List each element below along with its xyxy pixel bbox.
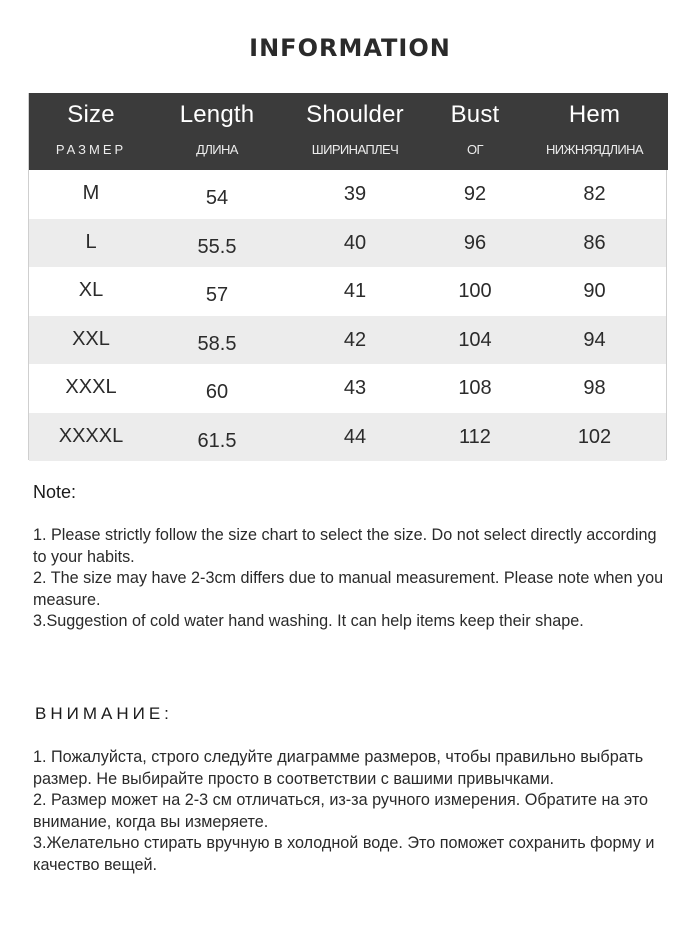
header-length-ru-label: ДЛИНА xyxy=(196,142,238,157)
cell-hem-value: 82 xyxy=(583,183,606,205)
header-shoulder-label: Shoulder xyxy=(306,101,404,128)
header-shoulder-ru-label: ШИРИНАПЛЕЧ xyxy=(311,142,399,157)
cell-length xyxy=(153,219,281,268)
cell-size xyxy=(29,219,153,268)
cell-length xyxy=(153,364,281,413)
cell-length-value: 60 xyxy=(205,381,229,403)
cell-size-value: XL xyxy=(78,279,104,301)
cell-bust-value: 104 xyxy=(458,328,492,351)
table-row xyxy=(29,170,666,219)
cell-shoulder xyxy=(281,170,429,219)
cell-size-value: M xyxy=(82,182,100,204)
cell-hem-value: 86 xyxy=(583,231,606,254)
header-size-ru-label: РАЗМЕР xyxy=(55,142,127,157)
cell-shoulder-value: 42 xyxy=(343,328,367,351)
cell-hem xyxy=(521,413,668,462)
cell-shoulder-value: 40 xyxy=(343,231,367,254)
table-row xyxy=(29,413,666,462)
cell-size-value: XXXXL xyxy=(58,424,124,447)
cell-length xyxy=(153,170,281,219)
cell-hem xyxy=(521,170,668,219)
note-ru-line-2: 2. Размер может на 2-3 см отличаться, из-за ручного измерения. Обратите на это внимание, когда вы измеряете. xyxy=(33,791,649,831)
cell-bust xyxy=(429,219,521,268)
cell-bust xyxy=(429,364,521,413)
cell-bust-value: 112 xyxy=(459,425,491,448)
cell-size-value: XXXL xyxy=(65,376,117,398)
table-row xyxy=(29,267,666,316)
cell-hem-value: 102 xyxy=(577,425,612,448)
cell-size-value: L xyxy=(85,230,97,253)
cell-bust xyxy=(429,170,521,219)
cell-bust-value: 108 xyxy=(458,377,492,399)
cell-shoulder-value: 39 xyxy=(343,183,367,205)
cell-size xyxy=(29,364,153,413)
header-bust-label: Bust xyxy=(450,101,500,128)
note-line-3: 3.Suggestion of cold water hand washing. It can help items keep their shape. xyxy=(33,612,584,630)
cell-length xyxy=(153,267,281,316)
cell-bust xyxy=(429,413,521,462)
cell-shoulder xyxy=(281,267,429,316)
header-size xyxy=(29,93,153,170)
cell-length-value: 58.5 xyxy=(197,332,237,355)
cell-shoulder xyxy=(281,364,429,413)
cell-shoulder xyxy=(281,413,429,462)
header-hem-label: Hem xyxy=(568,101,621,128)
cell-bust-value: 92 xyxy=(463,183,487,205)
cell-bust xyxy=(429,267,521,316)
cell-hem-value: 94 xyxy=(583,328,606,351)
cell-size-value: XXL xyxy=(72,327,110,350)
note-ru-line-3: 3.Желательно стирать вручную в холодной воде. Это поможет сохранить форму и качество вещей. xyxy=(33,834,655,874)
cell-length xyxy=(153,413,281,462)
note-body xyxy=(33,525,673,633)
table-row xyxy=(29,219,666,268)
header-length xyxy=(153,93,281,170)
cell-size xyxy=(29,170,153,219)
cell-shoulder-value: 44 xyxy=(343,425,367,448)
note-line-2: 2. The size may have 2-3cm differs due to manual measurement. Please note when you measure. xyxy=(33,569,664,609)
cell-bust xyxy=(429,316,521,365)
header-length-label: Length xyxy=(179,101,255,128)
cell-length-value: 61.5 xyxy=(197,429,237,452)
table-row xyxy=(29,364,666,413)
cell-bust-value: 100 xyxy=(458,280,492,302)
cell-shoulder xyxy=(281,316,429,365)
header-size-label: Size xyxy=(67,101,115,128)
cell-length xyxy=(153,316,281,365)
cell-length-value: 54 xyxy=(205,187,229,209)
header-bust xyxy=(429,93,521,170)
cell-hem xyxy=(521,267,668,316)
cell-length-value: 57 xyxy=(205,284,229,306)
note-ru-line-1: 1. Пожалуйста, строго следуйте диаграмме размеров, чтобы правильно выбрать размер. Не выбирайте просто в соответствии с вашими привычками. xyxy=(33,748,644,788)
header-hem xyxy=(521,93,668,170)
cell-length-value: 55.5 xyxy=(197,235,237,258)
cell-shoulder-value: 41 xyxy=(343,280,367,302)
table-row xyxy=(29,316,666,365)
header-bust-ru-label: ОГ xyxy=(467,142,483,157)
cell-bust-value: 96 xyxy=(463,231,487,254)
cell-hem xyxy=(521,219,668,268)
cell-shoulder-value: 43 xyxy=(343,377,367,399)
cell-hem xyxy=(521,364,668,413)
cell-size xyxy=(29,413,153,462)
header-hem-ru-label: НИЖНЯЯДЛИНА xyxy=(545,142,644,157)
header-shoulder xyxy=(281,93,429,170)
cell-shoulder xyxy=(281,219,429,268)
cell-size xyxy=(29,267,153,316)
size-chart-table xyxy=(28,93,667,460)
note-line-1: 1. Please strictly follow the size chart to select the size. Do not select directly according to your habits. xyxy=(33,526,657,566)
note-ru-body xyxy=(33,747,683,876)
page-title: INFORMATION xyxy=(249,34,451,62)
table-header xyxy=(29,93,668,170)
cell-size xyxy=(29,316,153,365)
cell-hem xyxy=(521,316,668,365)
cell-hem-value: 90 xyxy=(583,280,606,302)
cell-hem-value: 98 xyxy=(583,377,606,399)
note-ru-title: ВНИМАНИЕ: xyxy=(35,704,173,723)
note-title: Note: xyxy=(33,482,77,502)
